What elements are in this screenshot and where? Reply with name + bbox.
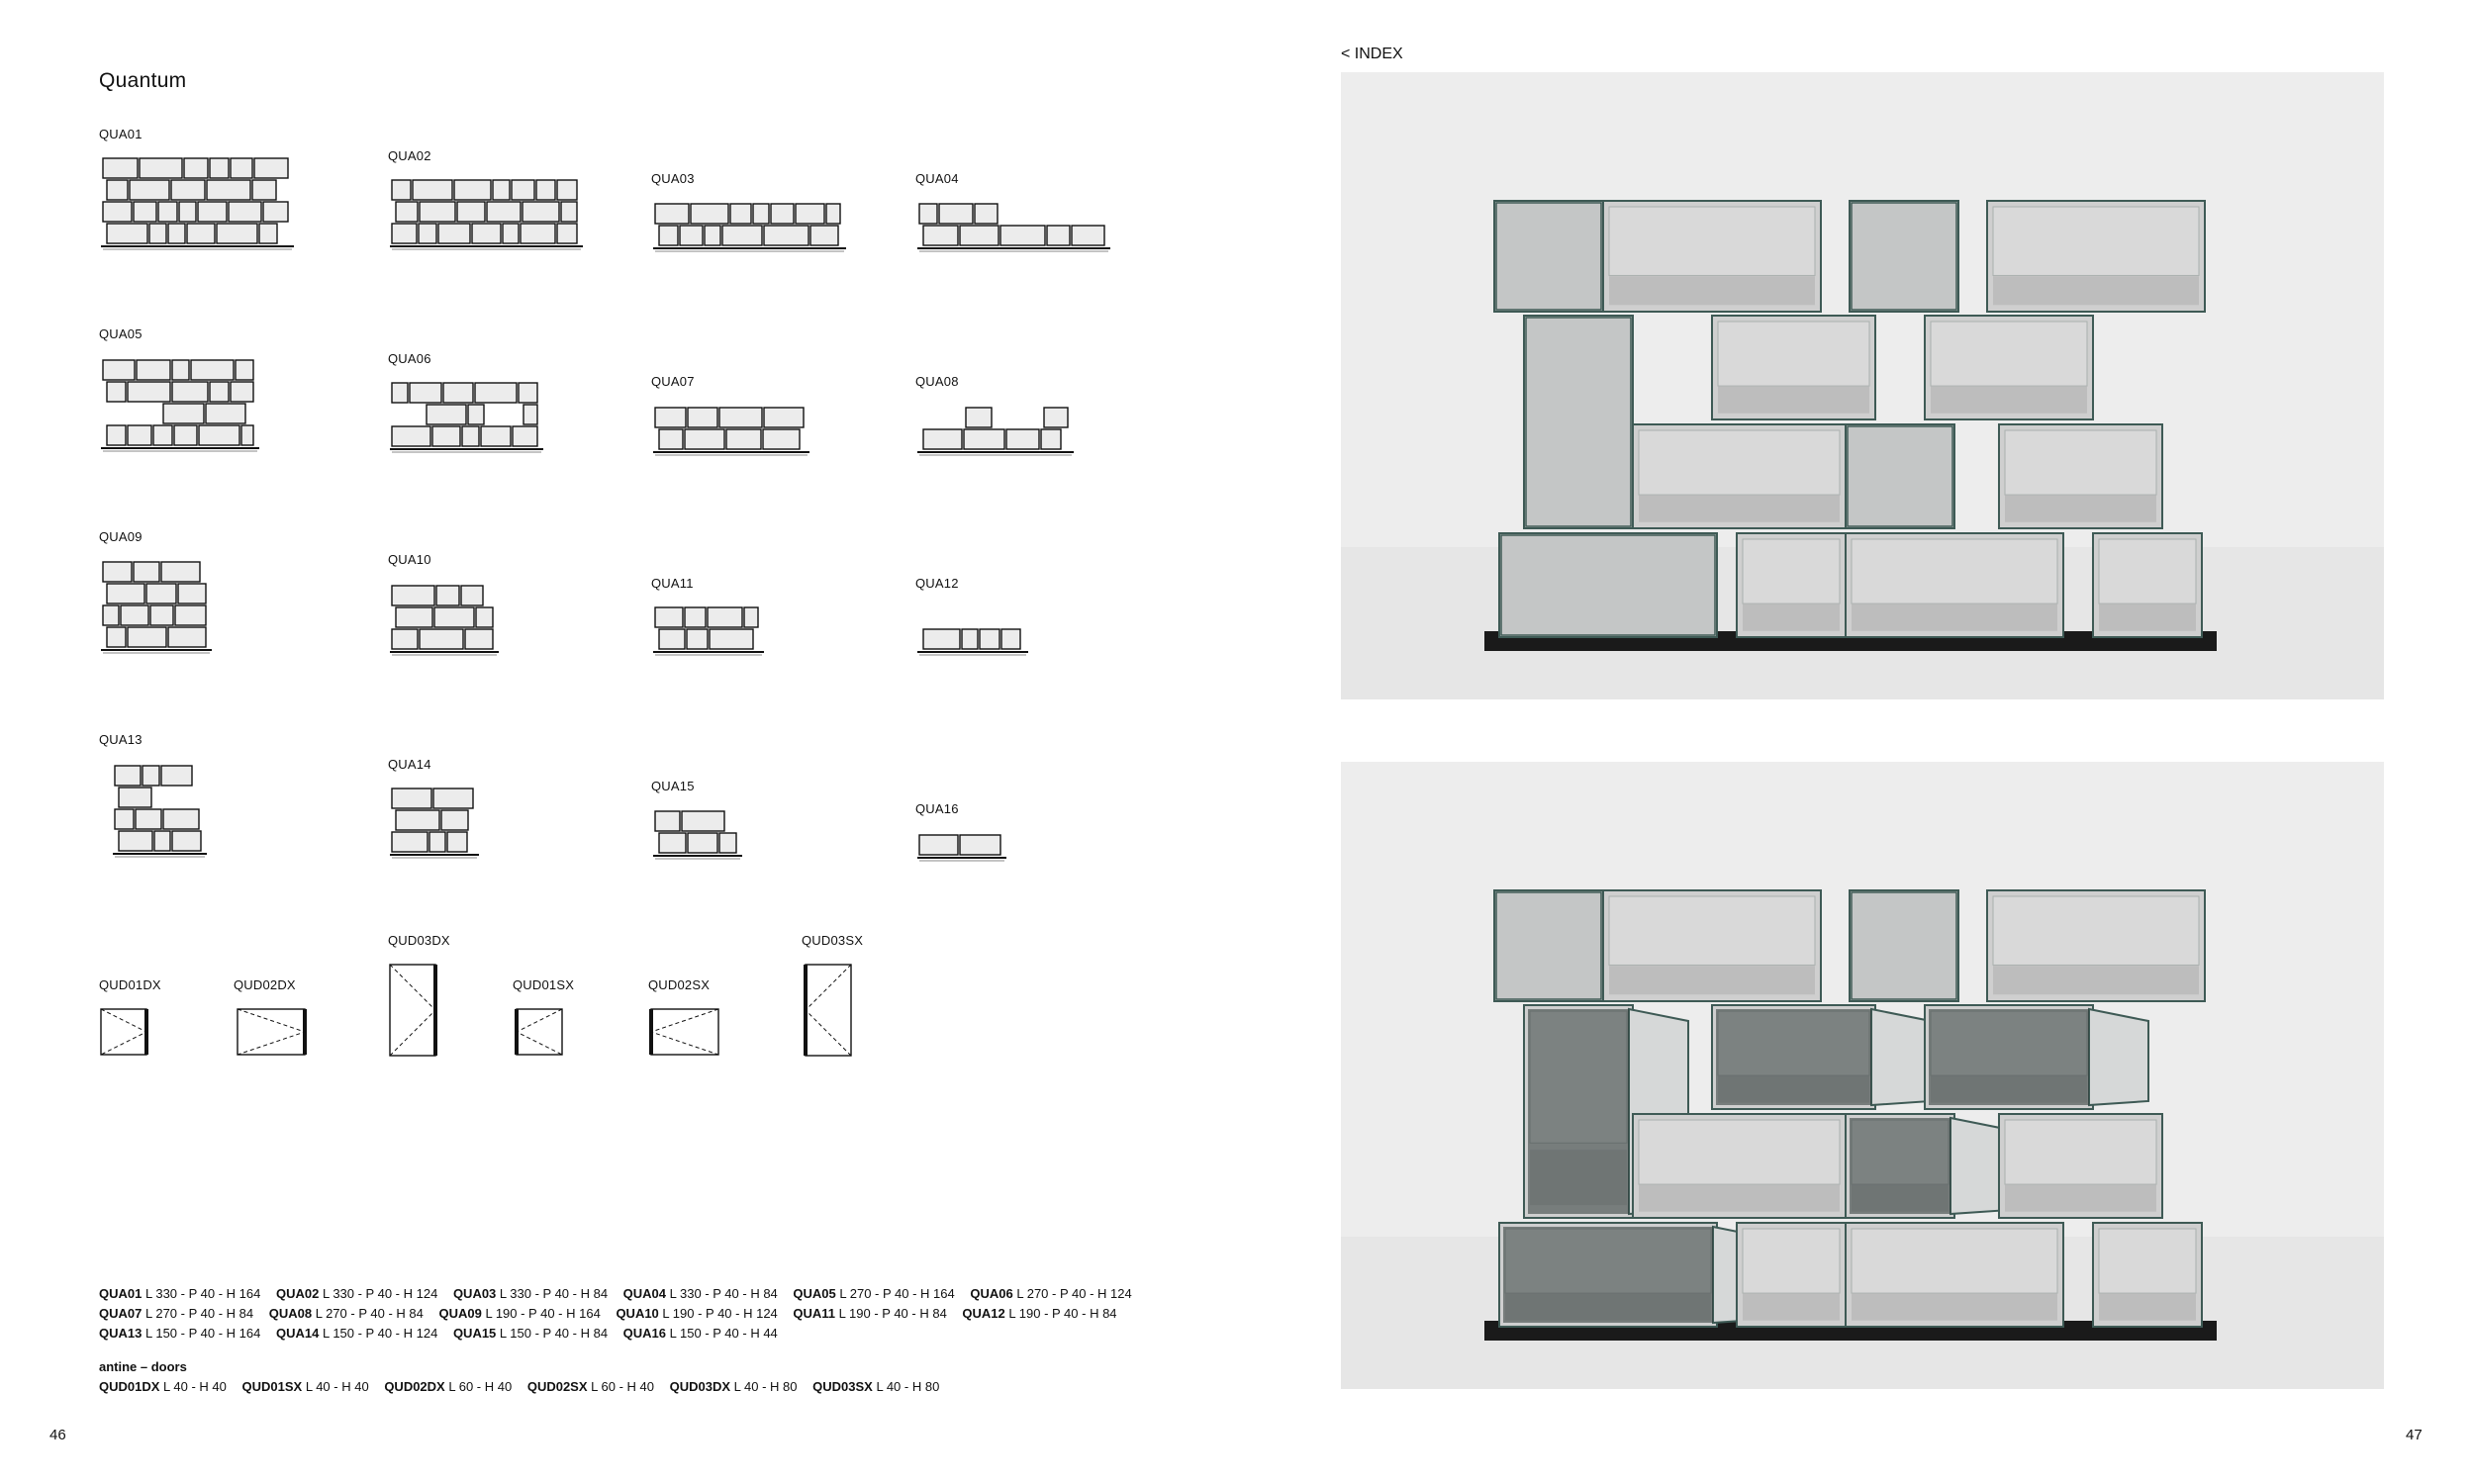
model-label-qua02: QUA02	[388, 148, 431, 163]
spec-line-3	[99, 1324, 1144, 1344]
spec-code: QUA14	[275, 1326, 320, 1341]
model-drawing-qua01	[99, 156, 296, 255]
spec-dims: L 150 - P 40 - H 164	[144, 1326, 261, 1341]
model-drawing-qua16	[915, 833, 1008, 867]
model-drawing-qua05	[99, 358, 261, 457]
model-label-qua06: QUA06	[388, 351, 431, 366]
spec-code: QUD01SX	[241, 1379, 303, 1394]
spec-dims: L 150 - P 40 - H 84	[499, 1326, 609, 1341]
model-drawing-qua08	[915, 406, 1076, 461]
spec-dims: L 60 - H 40	[448, 1379, 513, 1394]
model-label-qua05: QUA05	[99, 326, 143, 341]
spec-code: QUA16	[622, 1326, 667, 1341]
spec-dims: L 150 - P 40 - H 124	[322, 1326, 438, 1341]
spec-code: QUD02SX	[526, 1379, 588, 1394]
spec-dims: L 270 - P 40 - H 84	[144, 1306, 254, 1321]
model-label-qua15: QUA15	[651, 779, 695, 793]
model-label-qua04: QUA04	[915, 171, 959, 186]
spec-line-1	[99, 1284, 1144, 1304]
door-drawing-qud02dx	[236, 1007, 307, 1057]
spec-line-2	[99, 1304, 1144, 1324]
spec-code: QUD03DX	[669, 1379, 731, 1394]
shelving-illustration-closed	[1341, 72, 2384, 699]
model-label-qua09: QUA09	[99, 529, 143, 544]
spec-code: QUA02	[275, 1286, 320, 1301]
model-drawing-qua10	[388, 584, 501, 661]
model-drawing-qua04	[915, 202, 1112, 257]
spec-dims: L 60 - H 40	[591, 1379, 654, 1394]
door-drawing-qud01sx	[515, 1007, 564, 1057]
model-label-qua07: QUA07	[651, 374, 695, 389]
spec-code: QUA08	[268, 1306, 313, 1321]
doors-title: antine – doors	[99, 1359, 187, 1374]
spec-dims: L 40 - H 80	[876, 1379, 940, 1394]
door-label-qud02dx: QUD02DX	[234, 977, 296, 992]
spec-code: QUA01	[99, 1286, 143, 1301]
spec-dims: L 40 - H 40	[305, 1379, 369, 1394]
door-label-qud03sx: QUD03SX	[802, 933, 864, 948]
door-drawing-qud02sx	[649, 1007, 720, 1057]
door-label-qud02sx: QUD02SX	[648, 977, 711, 992]
model-label-qua14: QUA14	[388, 757, 431, 772]
model-label-qua11: QUA11	[651, 576, 694, 591]
spec-dims: L 270 - P 40 - H 124	[1016, 1286, 1132, 1301]
spec-code: QUA03	[452, 1286, 497, 1301]
spec-code: QUA04	[622, 1286, 667, 1301]
spec-code: QUA07	[99, 1306, 143, 1321]
door-drawing-qud03dx	[388, 963, 437, 1058]
spec-code: QUD03SX	[812, 1379, 873, 1394]
spec-code: QUA06	[970, 1286, 1013, 1301]
model-label-qua12: QUA12	[915, 576, 959, 591]
model-label-qua16: QUA16	[915, 801, 959, 816]
spec-dims: L 190 - P 40 - H 84	[1008, 1306, 1117, 1321]
model-drawing-qua07	[651, 406, 811, 461]
model-drawing-qua09	[99, 560, 214, 659]
spec-code: QUD01DX	[99, 1379, 160, 1394]
index-link[interactable]: < INDEX	[1341, 46, 1403, 62]
spec-code: QUD02DX	[384, 1379, 445, 1394]
door-drawing-qud01dx	[99, 1007, 148, 1057]
spec-dims: L 330 - P 40 - H 164	[144, 1286, 261, 1301]
door-drawing-qud03sx	[804, 963, 853, 1058]
model-drawing-qua13	[111, 764, 209, 863]
door-label-qud01sx: QUD01SX	[513, 977, 575, 992]
spec-dims: L 190 - P 40 - H 164	[485, 1306, 601, 1321]
spec-code: QUA10	[616, 1306, 659, 1321]
spec-code: QUA15	[452, 1326, 497, 1341]
spec-dims: L 40 - H 40	[163, 1379, 227, 1394]
door-label-qud03dx: QUD03DX	[388, 933, 450, 948]
spec-code: QUA13	[99, 1326, 143, 1341]
spec-code: QUA09	[438, 1306, 482, 1321]
spec-line-doors	[99, 1377, 1144, 1397]
model-drawing-qua02	[388, 178, 585, 255]
page-number-left: 46	[49, 1427, 66, 1443]
model-label-qua13: QUA13	[99, 732, 143, 747]
model-drawing-qua11	[651, 605, 766, 661]
model-drawing-qua14	[388, 787, 481, 864]
spec-dims: L 330 - P 40 - H 84	[669, 1286, 778, 1301]
spec-dims: L 270 - P 40 - H 164	[839, 1286, 955, 1301]
page-title: Quantum	[99, 69, 187, 92]
spec-dims: L 190 - P 40 - H 124	[662, 1306, 778, 1321]
model-drawing-qua06	[388, 381, 545, 458]
spec-dims: L 150 - P 40 - H 44	[669, 1326, 778, 1341]
page-number-right: 47	[2406, 1427, 2423, 1443]
spec-dims: L 40 - H 80	[733, 1379, 798, 1394]
spec-dims: L 190 - P 40 - H 84	[838, 1306, 947, 1321]
spec-code: QUA05	[793, 1286, 836, 1301]
model-label-qua03: QUA03	[651, 171, 695, 186]
spec-code: QUA11	[793, 1306, 836, 1321]
shelving-illustration-open	[1341, 762, 2384, 1389]
model-label-qua08: QUA08	[915, 374, 959, 389]
model-label-qua10: QUA10	[388, 552, 431, 567]
spec-dims: L 330 - P 40 - H 84	[499, 1286, 609, 1301]
spec-dims: L 330 - P 40 - H 124	[322, 1286, 438, 1301]
model-label-qua01: QUA01	[99, 127, 143, 141]
door-label-qud01dx: QUD01DX	[99, 977, 161, 992]
model-drawing-qua12	[915, 605, 1030, 661]
product-photo-closed	[1341, 72, 2384, 699]
spec-dims: L 270 - P 40 - H 84	[315, 1306, 424, 1321]
spec-code: QUA12	[962, 1306, 1005, 1321]
model-drawing-qua15	[651, 809, 744, 865]
model-drawing-qua03	[651, 202, 848, 257]
spec-block	[99, 1284, 1144, 1397]
product-photo-open	[1341, 762, 2384, 1389]
